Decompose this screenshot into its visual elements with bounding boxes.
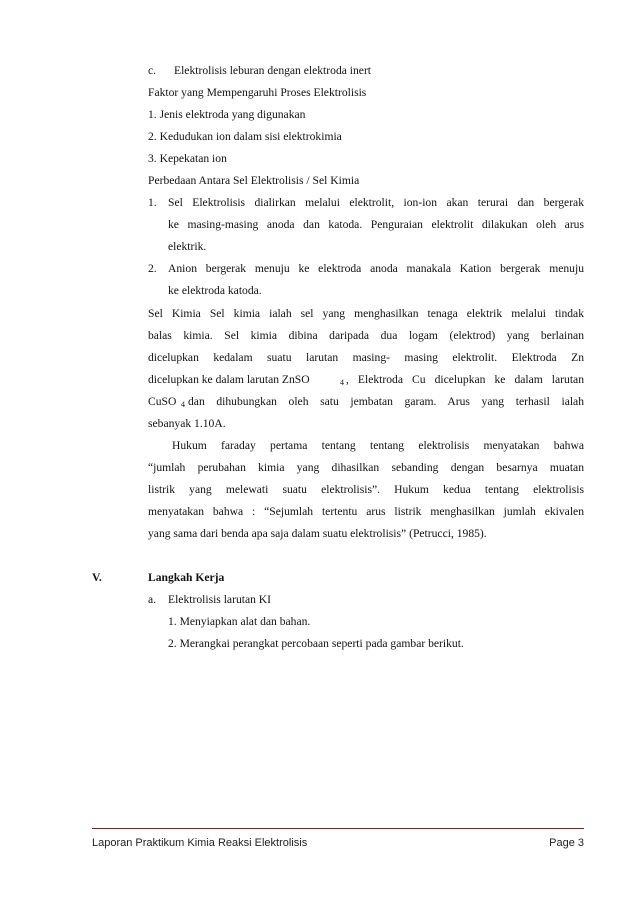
footer-title: Laporan Praktikum Kimia Reaksi Elektrolisis: [92, 837, 308, 849]
sel-kimia-line-2: balas kimia. Sel kimia dibina daripada dua logam (elektrod) yang berlainan: [148, 329, 584, 342]
list-label-c: c.: [148, 64, 157, 77]
hukum-faraday-line-3: listrik yang melewati suatu elektrolisis”. Hukum kedua tentang elektrolisis: [148, 483, 584, 496]
perbedaan-num-1: 1.: [148, 196, 157, 209]
perbedaan-item-2-line-1: Anion bergerak menuju ke elektroda anoda manakala Kation bergerak menuju: [168, 262, 584, 275]
step-1: 1. Menyiapkan alat dan bahan.: [168, 615, 311, 628]
sel-kimia-line-3: dicelupkan kedalam suatu larutan masing- masing elektrolit. Elektroda Zn: [148, 351, 584, 364]
faktor-heading: Faktor yang Mempengaruhi Proses Elektrolisis: [148, 86, 367, 99]
sel-kimia-line-4-subscript: 4: [340, 378, 344, 387]
faktor-item-2: 2. Kedudukan ion dalam sisi elektrokimia: [148, 130, 342, 143]
hukum-faraday-line-5: yang sama dari benda apa saja dalam suatu elektrolisis” (Petrucci, 1985).: [148, 527, 487, 540]
perbedaan-num-2: 2.: [148, 262, 157, 275]
sel-kimia-line-5-subscript: 4: [181, 400, 185, 409]
perbedaan-item-1-line-2: ke masing-masing anoda dan katoda. Penguraian elektrolit dilakukan oleh arus: [168, 218, 584, 231]
perbedaan-item-1-line-3: elektrik.: [168, 240, 207, 253]
hukum-faraday-line-1: Hukum faraday pertama tentang tentang elektrolisis menyatakan bahwa: [172, 439, 584, 452]
faktor-item-1: 1. Jenis elektroda yang digunakan: [148, 108, 306, 121]
step-label-a: a.: [148, 593, 157, 606]
list-item-c: Elektrolisis leburan dengan elektroda inert: [174, 64, 372, 77]
sel-kimia-line-5a: CuSO: [148, 395, 177, 408]
footer-rule: [92, 828, 584, 829]
step-a-title: Elektrolisis larutan KI: [168, 593, 272, 606]
sel-kimia-line-6: sebanyak 1.10A.: [148, 417, 226, 430]
step-2: 2. Merangkai perangkat percobaan seperti pada gambar berikut.: [168, 637, 464, 650]
perbedaan-item-2-line-2: ke elektroda katoda.: [168, 284, 262, 297]
perbedaan-heading: Perbedaan Antara Sel Elektrolisis / Sel Kimia: [148, 174, 360, 187]
hukum-faraday-line-2: “jumlah perubahan kimia yang dihasilkan sebanding dengan besarnya muatan: [148, 461, 584, 474]
sel-kimia-line-4b: , Elektroda Cu dicelupkan ke dalam larutan: [346, 373, 584, 386]
sel-kimia-line-1: Sel Kimia Sel kimia ialah sel yang menghasilkan tenaga elektrik melalui tindak: [148, 307, 584, 320]
sel-kimia-line-5b: dan dihubungkan oleh satu jembatan garam. Arus yang terhasil ialah: [188, 395, 584, 408]
page-number: Page 3: [549, 837, 584, 849]
faktor-item-3: 3. Kepekatan ion: [148, 152, 227, 165]
sel-kimia-line-4a: dicelupkan ke dalam larutan ZnSO: [148, 373, 310, 386]
perbedaan-item-1-line-1: Sel Elektrolisis dialirkan melalui elektrolit, ion-ion akan terurai dan bergerak: [168, 196, 584, 209]
section-title: Langkah Kerja: [148, 571, 225, 584]
hukum-faraday-line-4: menyatakan bahwa : “Sejumlah tertentu arus listrik menghasilkan jumlah ekivalen: [148, 505, 584, 518]
section-number: V.: [92, 571, 102, 584]
